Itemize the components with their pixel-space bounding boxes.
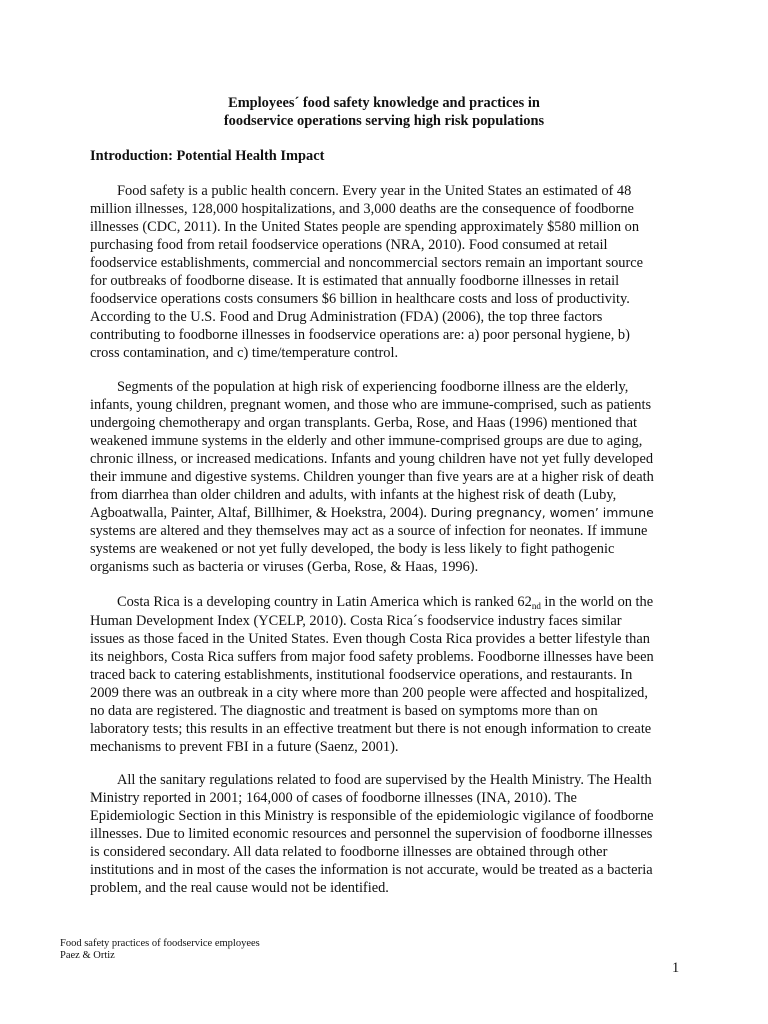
text-segment: Costa Rica is a developing country in Latin America which is ranked 62 — [117, 594, 532, 610]
paragraph-1 — [90, 182, 690, 362]
text-line: foodservice operations costs consumers $6 billion in healthcare costs and loss of productivity. — [90, 291, 630, 307]
title-line-1: Employees´ food safety knowledge and practices in — [228, 95, 540, 111]
text-line: organisms such as bacteria or viruses (Gerba, Rose, & Haas, 1996). — [90, 559, 479, 575]
text-line: purchasing food from retail foodservice operations (NRA, 2010). Food consumed at retail — [90, 237, 608, 253]
text-line: Ministry reported in 2001; 164,000 of cases of foodborne illnesses (INA, 2010). The — [90, 790, 577, 806]
paragraph-4 — [90, 771, 690, 897]
text-line: laboratory tests; this results in an effective treatment but there is not enough information to create — [90, 721, 652, 737]
text-line: undergoing chemotherapy and organ transplants. Gerba, Rose, and Haas (1996) mentioned that — [90, 415, 637, 431]
text-segment: in the world on the — [540, 594, 654, 610]
text-line: is considered secondary. All data related to foodborne illnesses are obtained through other — [90, 844, 608, 860]
text-line: mechanisms to prevent FBI in a future (Saenz, 2001). — [90, 739, 399, 755]
text-line: cross contamination, and c) time/temperature control. — [90, 345, 399, 361]
text-line — [90, 593, 690, 612]
text-line: foodservice establishments, commercial and noncommercial sectors remain an important source — [90, 255, 644, 271]
text-line: Food safety is a public health concern. Every year in the United States an estimated of 48 — [117, 183, 632, 199]
section-heading: Introduction: Potential Health Impact — [90, 148, 325, 164]
text-line: All the sanitary regulations related to food are supervised by the Health Ministry. The Health — [117, 772, 652, 788]
title-line-2: foodservice operations serving high risk populations — [223, 113, 545, 129]
text-line: problem, and the real cause would not be identified. — [90, 880, 389, 896]
text-segment-alt-font: During pregnancy, women’ immune — [430, 505, 654, 520]
text-line: contributing to foodborne illnesses in foodservice operations are: a) poor personal hygiene, b) — [90, 327, 630, 343]
text-line: weakened immune systems in the elderly and other immune-comprised groups are due to aging, — [90, 433, 643, 449]
text-line: their immune and digestive systems. Children younger than five years are at a higher risk of death — [90, 469, 654, 485]
document-title — [0, 94, 768, 130]
paragraph-2 — [90, 378, 690, 576]
text-line: Epidemiologic Section in this Ministry is responsible of the epidemiologic vigilance of foodborne — [90, 808, 654, 824]
text-line: chronic illness, or increased medications. Infants and young children have not yet fully developed — [90, 451, 654, 467]
text-line: According to the U.S. Food and Drug Administration (FDA) (2006), the top three factors — [90, 309, 603, 325]
text-line: infants, young children, pregnant women, and those who are immune-comprised, such as patients — [90, 397, 652, 413]
text-line: for outbreaks of foodborne disease. It is estimated that annually foodborne illnesses in retail — [90, 273, 620, 289]
page-number: 1 — [672, 960, 680, 976]
footer-running-title: Food safety practices of foodservice employees — [60, 938, 260, 949]
text-line — [90, 504, 690, 522]
paragraph-3 — [90, 593, 690, 756]
text-segment: Agboatwalla, Painter, Altaf, Billhimer, & Hoekstra, 2004). — [90, 505, 427, 521]
text-line: 2009 there was an outbreak in a city where more than 200 people were affected and hospitalized, — [90, 685, 648, 701]
text-line: traced back to catering establishments, institutional foodservice operations, and restaurants. In — [90, 667, 633, 683]
text-line: Human Development Index (YCELP, 2010). Costa Rica´s foodservice industry faces similar — [90, 613, 622, 629]
text-line: illnesses (CDC, 2011). In the United States people are spending approximately $580 million on — [90, 219, 640, 235]
text-line: institutions and in most of the cases the information is not accurate, would be treated as a bacteria — [90, 862, 653, 878]
text-line: systems are altered and they themselves may act as a source of infection for neonates. If immune — [90, 523, 648, 539]
text-line: million illnesses, 128,000 hospitalizations, and 3,000 deaths are the consequence of foodborne — [90, 201, 634, 217]
text-line: from diarrhea than older children and adults, with infants at the highest risk of death (Luby, — [90, 487, 617, 503]
ordinal-suffix: nd — [531, 601, 541, 611]
text-line: its neighbors, Costa Rica suffers from major food safety problems. Foodborne illnesses have been — [90, 649, 654, 665]
text-line: Segments of the population at high risk of experiencing foodborne illness are the elderly, — [117, 379, 629, 395]
text-line: no data are registered. The diagnostic and treatment is based on symptoms more than on — [90, 703, 598, 719]
page-footer — [60, 938, 260, 962]
text-line: illnesses. Due to limited economic resources and personnel the supervision of foodborne illnesses — [90, 826, 653, 842]
text-line: systems are weakened or not yet fully developed, the body is less likely to fight pathogenic — [90, 541, 615, 557]
footer-authors: Paez & Ortiz — [60, 950, 115, 961]
text-line: issues as those faced in the United States. Even though Costa Rica provides a better lifestyle than — [90, 631, 650, 647]
